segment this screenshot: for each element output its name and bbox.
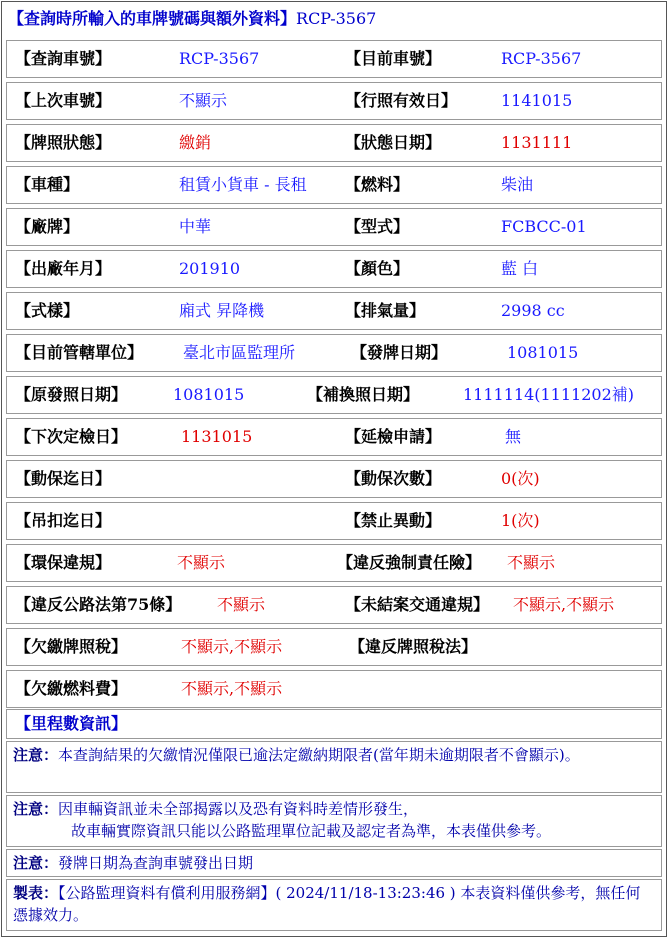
row-label: 【吊扣迄日】	[15, 511, 112, 530]
notice-head: 注意：	[13, 800, 59, 818]
row-value: 1081015	[507, 343, 579, 362]
footer-note	[6, 879, 662, 931]
row-label: 【目前管轄單位】	[15, 343, 144, 362]
notice-body-line2: 故車輛實際資訊只能以公路監理單位記載及認定者為準，本表僅供參考。	[71, 822, 552, 840]
row-value: 2998 cc	[501, 301, 565, 320]
row-value: 不顯示,不顯示	[181, 637, 283, 656]
header-plate: RCP-3567	[296, 9, 377, 28]
notice-2	[6, 795, 662, 847]
row-label: 【上次車號】	[15, 91, 112, 110]
row-value: 不顯示	[217, 595, 266, 614]
notice-1	[6, 741, 662, 793]
table-row	[6, 208, 662, 246]
row-label: 【發牌日期】	[351, 343, 448, 362]
table-row	[6, 502, 662, 540]
row-label: 【牌照狀態】	[15, 133, 112, 152]
table-row	[6, 166, 662, 204]
row-value: RCP-3567	[179, 49, 260, 68]
row-value: 藍 白	[501, 259, 539, 278]
row-label: 【欠繳燃料費】	[15, 679, 128, 698]
row-label: 【行照有效日】	[345, 91, 458, 110]
row-label: 【下次定檢日】	[15, 427, 128, 446]
row-label: 【延檢申請】	[345, 427, 442, 446]
row-value: 臺北市區監理所	[183, 343, 296, 362]
row-value: 1141015	[501, 91, 573, 110]
table-row	[6, 124, 662, 162]
row-value: 無	[505, 427, 522, 446]
row-value: FCBCC-01	[501, 217, 587, 236]
notice-head: 注意：	[13, 746, 59, 764]
row-label: 【顏色】	[345, 259, 410, 278]
row-label: 【違反牌照稅法】	[349, 637, 478, 656]
row-value: 廂式 昇降機	[179, 301, 265, 320]
notice-body: 發牌日期為查詢車號發出日期	[58, 854, 254, 872]
notice-body: 本查詢結果的欠繳情況僅限已逾法定繳納期限者(當年期未逾期限者不會顯示)。	[58, 746, 580, 764]
table-row	[6, 544, 662, 582]
row-value: 繳銷	[179, 133, 212, 152]
table-row	[6, 586, 662, 624]
row-label: 【未結案交通違規】	[345, 595, 490, 614]
row-value: 不顯示	[507, 553, 556, 572]
notice-head: 注意：	[13, 854, 59, 872]
row-label: 【欠繳牌照稅】	[15, 637, 128, 656]
notice-3	[6, 849, 662, 877]
row-value: 租賃小貨車 - 長租	[179, 175, 307, 194]
row-value: 1(次)	[501, 511, 540, 530]
row-value: 中華	[179, 217, 212, 236]
row-label: 【禁止異動】	[345, 511, 442, 530]
row-label: 【違反強制責任險】	[337, 553, 482, 572]
footer-body: 【公路監理資料有償利用服務網】( 2024/11/18-13:23:46 ) 本表資料僅供參考，無任何憑據效力。	[13, 884, 641, 924]
row-value: 201910	[179, 259, 241, 278]
row-value: 0(次)	[501, 469, 540, 488]
row-value: 不顯示,不顯示	[513, 595, 615, 614]
row-label: 【目前車號】	[345, 49, 442, 68]
row-label: 【出廠年月】	[15, 259, 112, 278]
row-value: 1131015	[181, 427, 253, 446]
report-header	[2, 5, 664, 33]
row-label: 【式樣】	[15, 301, 80, 320]
mileage-section: 【里程數資訊】	[6, 709, 662, 739]
row-label: 【狀態日期】	[345, 133, 442, 152]
row-label: 【動保迄日】	[15, 469, 112, 488]
table-row	[6, 82, 662, 120]
table-row	[6, 250, 662, 288]
row-value: 不顯示	[179, 91, 228, 110]
row-label: 【排氣量】	[345, 301, 426, 320]
row-label: 【燃料】	[345, 175, 410, 194]
table-row	[6, 334, 662, 372]
row-value: RCP-3567	[501, 49, 582, 68]
row-label: 【違反公路法第75條】	[15, 595, 182, 614]
row-value: 1081015	[173, 385, 245, 404]
table-row	[6, 376, 662, 414]
notice-body-line1: 因車輛資訊並未全部揭露以及恐有資料時差情形發生，	[58, 800, 419, 818]
table-row	[6, 292, 662, 330]
header-title: 【查詢時所輸入的車牌號碼與額外資料】	[8, 9, 297, 28]
table-row	[6, 670, 662, 708]
row-value: 不顯示	[177, 553, 226, 572]
table-row	[6, 418, 662, 456]
row-value: 柴油	[501, 175, 534, 194]
row-label: 【原發照日期】	[15, 385, 128, 404]
row-label: 【廠牌】	[15, 217, 80, 236]
row-label: 【型式】	[345, 217, 410, 236]
row-label: 【查詢車號】	[15, 49, 112, 68]
table-row	[6, 460, 662, 498]
row-label: 【車種】	[15, 175, 80, 194]
table-row	[6, 628, 662, 666]
table-row	[6, 40, 662, 78]
row-value: 1111114(1111202補)	[463, 385, 635, 404]
row-label: 【動保次數】	[345, 469, 442, 488]
footer-head: 製表：	[13, 884, 59, 902]
row-value: 1131111	[501, 133, 573, 152]
row-label: 【環保違規】	[15, 553, 112, 572]
row-value: 不顯示,不顯示	[181, 679, 283, 698]
row-label: 【補換照日期】	[307, 385, 420, 404]
